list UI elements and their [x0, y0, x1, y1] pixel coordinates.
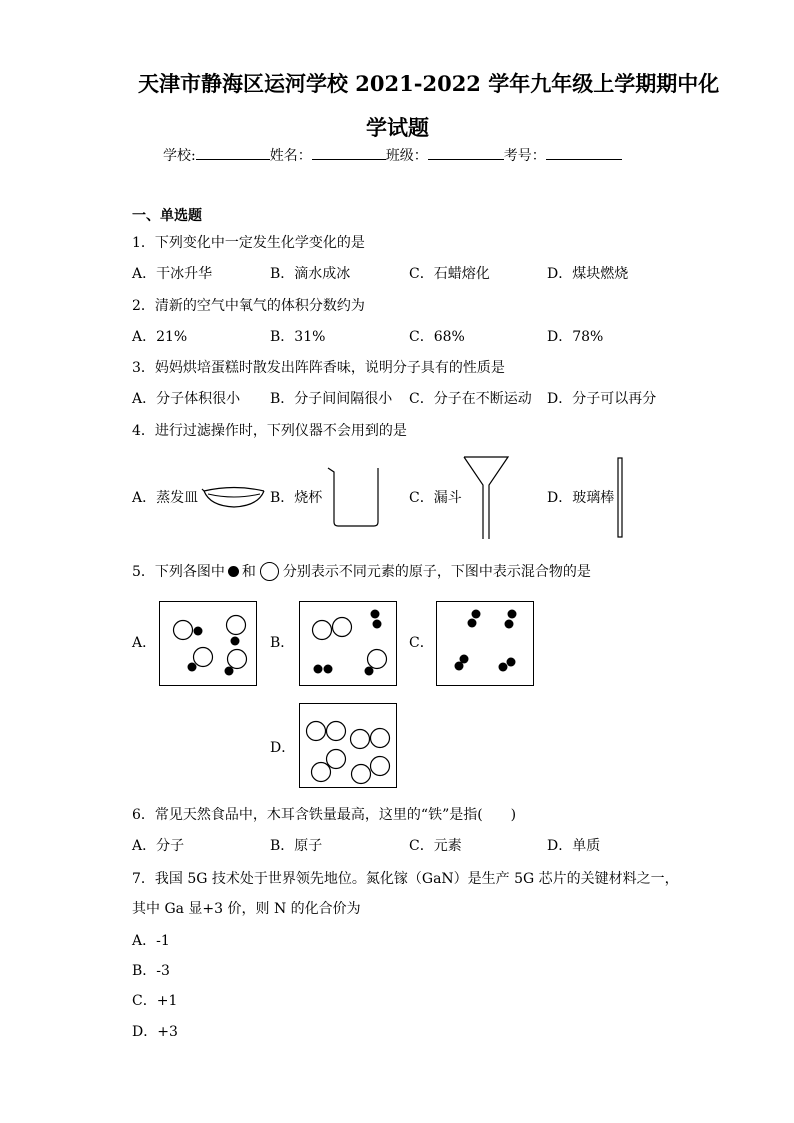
q3-option-c[interactable]: C．分子在不断运动: [409, 391, 532, 407]
glass-rod-icon: [617, 457, 625, 539]
class-label: 班级：: [385, 148, 428, 164]
evaporating-dish-icon: [202, 484, 266, 510]
q5-stem-part1: 5．下列各图中: [132, 564, 225, 580]
q2-option-c[interactable]: C．68%: [409, 329, 465, 345]
q3-option-b[interactable]: B．分子间间隔很小: [270, 391, 393, 407]
name-label: 姓名：: [269, 148, 312, 164]
question-1-stem: 1．下列变化中一定发生化学变化的是: [132, 235, 365, 251]
q1-option-b[interactable]: B．滴水成冰: [270, 266, 351, 282]
q5-diagram-c: [436, 601, 534, 686]
q4-option-a[interactable]: A．蒸发皿: [132, 490, 199, 506]
q4-option-d[interactable]: D．玻璃棒: [547, 490, 615, 506]
question-7-stem-line1: 7．我国 5G 技术处于世界领先地位。氮化镓（GaN）是生产 5G 芯片的关键材料之一，: [132, 871, 679, 887]
q2-option-a[interactable]: A．21%: [132, 329, 188, 345]
q5-diagram-a: [159, 601, 257, 686]
q4-option-b[interactable]: B．烧杯: [270, 490, 323, 506]
q3-option-a[interactable]: A．分子体积很小: [132, 391, 241, 407]
q5-diagram-b: [299, 601, 397, 686]
q5-option-b[interactable]: B．: [270, 635, 295, 651]
question-6-stem: 6．常见天然食品中，木耳含铁量最高，这里的“铁”是指( ): [132, 807, 517, 823]
q5-stem-part3: 分别表示不同元素的原子，下图中表示混合物的是: [282, 564, 591, 580]
q5-diagram-d: [299, 703, 397, 788]
q5-option-d[interactable]: D．: [270, 740, 296, 756]
q2-option-b[interactable]: B．31%: [270, 329, 326, 345]
q5-stem-part2: 和: [241, 564, 256, 580]
section-heading: 一、单选题: [132, 208, 202, 224]
question-5-stem: [132, 562, 591, 581]
q5-option-c[interactable]: C．: [409, 635, 434, 651]
question-7-stem-line2: 其中 Ga 显+3 价，则 N 的化合价为: [132, 901, 361, 917]
q3-option-d[interactable]: D．分子可以再分: [547, 391, 657, 407]
q7-option-d[interactable]: D．+3: [132, 1024, 178, 1040]
page-title-line2: 学试题: [366, 115, 429, 140]
question-4-stem: 4．进行过滤操作时，下列仪器不会用到的是: [132, 423, 407, 439]
question-2-stem: 2．清新的空气中氧气的体积分数约为: [132, 298, 365, 314]
q1-option-d[interactable]: D．煤块燃烧: [547, 266, 629, 282]
q5-option-a[interactable]: A．: [132, 635, 157, 651]
q6-option-b[interactable]: B．原子: [270, 838, 323, 854]
q2-option-d[interactable]: D．78%: [547, 329, 604, 345]
name-blank[interactable]: [312, 145, 386, 160]
class-blank[interactable]: [428, 145, 504, 160]
q1-option-c[interactable]: C．石蜡熔化: [409, 266, 490, 282]
funnel-icon: [462, 455, 510, 540]
student-info-line: [163, 145, 622, 165]
question-3-stem: 3．妈妈烘培蛋糕时散发出阵阵香味，说明分子具有的性质是: [132, 360, 505, 376]
page-title-line1: 天津市静海区运河学校 2021-2022 学年九年级上学期期中化: [138, 71, 720, 96]
q6-option-a[interactable]: A．分子: [132, 838, 185, 854]
q7-option-a[interactable]: A．-1: [132, 933, 170, 949]
q7-option-b[interactable]: B．-3: [132, 963, 170, 979]
number-blank[interactable]: [546, 145, 622, 160]
q6-option-d[interactable]: D．单质: [547, 838, 601, 854]
q1-option-a[interactable]: A．干冰升华: [132, 266, 213, 282]
q4-option-c[interactable]: C．漏斗: [409, 490, 462, 506]
school-blank[interactable]: [196, 145, 270, 160]
q6-option-c[interactable]: C．元素: [409, 838, 462, 854]
q7-option-c[interactable]: C．+1: [132, 993, 178, 1009]
beaker-icon: [326, 466, 382, 528]
black-atom-icon: [228, 566, 239, 577]
white-atom-icon: [260, 562, 279, 581]
school-label: 学校:: [163, 148, 196, 164]
number-label: 考号：: [503, 148, 546, 164]
